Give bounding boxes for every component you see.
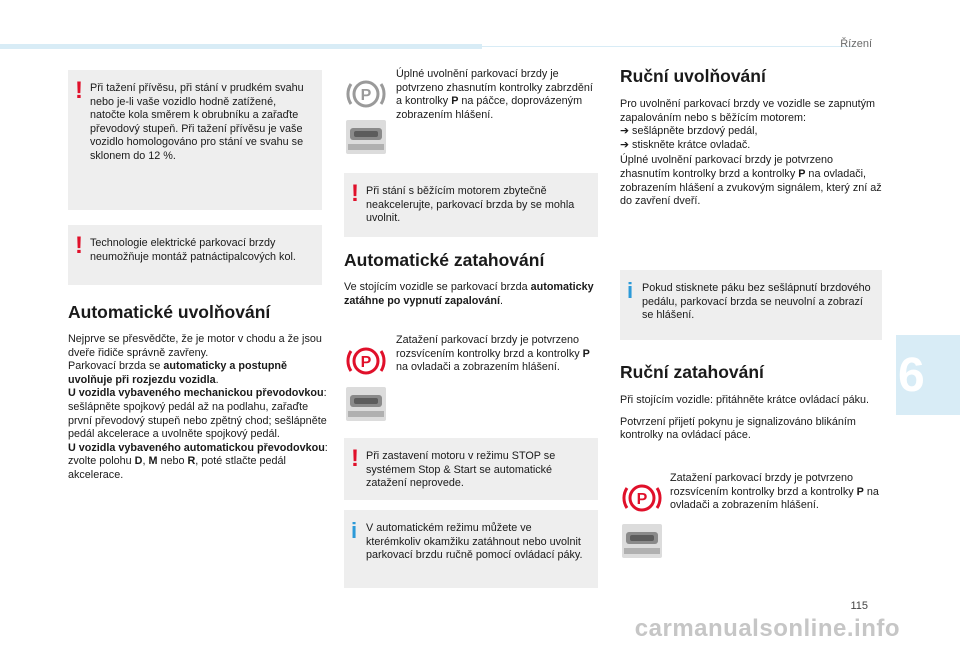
warning-box-wheels xyxy=(68,225,322,285)
svg-text:P: P xyxy=(360,354,372,371)
watermark: carmanualsonline.info xyxy=(634,615,900,642)
warning-icon: ! xyxy=(351,180,359,207)
info-box-brake-pedal xyxy=(620,270,882,340)
info-icon: i xyxy=(351,518,358,543)
paragraph: Potvrzení přijetí pokynu je signalizováno blikáním kontrolky na ovládací páce. xyxy=(620,415,856,442)
warning-icon: ! xyxy=(75,77,83,104)
full-release-text: Úplné uvolnění parkovací brzdy je potvrzeno zhasnutím kontrolky zabrzdění a kontrolky P na páčce, doprovázeným zobrazením hlášení. xyxy=(396,68,593,121)
manual-apply-confirm-text: Zatažení parkovací brzdy je potvrzeno rozsvícením kontrolky brzd a kontrolky P na ovladači a zobrazením hlášení. xyxy=(670,472,879,512)
parking-lever-image xyxy=(344,114,388,160)
paragraph: Úplné uvolnění parkovací brzdy je potvrzeno zhasnutím kontrolky brzd a kontrolky P na ovladači, zobrazením hlášení a zvukovým signálem, který zní až do zavření dveří. xyxy=(620,154,882,208)
warning-text: Při zastavení motoru v režimu STOP se systémem Stop & Start se automatické zatažení neprovede. xyxy=(366,450,556,490)
warning-text: Technologie elektrické parkovací brzdy neumožňuje montáž patnáctipalcových kol. xyxy=(90,237,296,263)
warning-icon: ! xyxy=(75,232,83,259)
bullet-icon: ➔ xyxy=(620,125,633,138)
warning-box-accelerate xyxy=(344,173,598,237)
paragraph: Pro uvolnění parkovací brzdy ve vozidle se zapnutým zapalováním nebo s běžícím motorem: xyxy=(620,98,876,124)
parking-brake-applied-icon xyxy=(622,478,662,518)
svg-text:P: P xyxy=(360,87,372,104)
list-item: ➔ sešlápněte brzdový pedál, xyxy=(620,125,758,138)
parking-brake-released-icon xyxy=(346,74,386,114)
manual-release-body xyxy=(620,98,882,209)
info-text: V automatickém režimu můžete ve kterémkoliv okamžiku zatáhnout nebo uvolnit parkovací brzdu ručně pomocí ovládací páky. xyxy=(366,522,583,562)
paragraph: U vozidla vybaveného automatickou převodovkou: zvolte polohu D, M nebo R, poté stlačte pedál akcelerace. xyxy=(68,441,328,481)
header-rule xyxy=(482,46,854,47)
header-bar xyxy=(0,44,482,49)
parking-lever-image xyxy=(344,381,388,427)
manual-apply-body xyxy=(620,394,882,443)
warning-icon: ! xyxy=(351,445,359,472)
warning-text: Při stání s běžícím motorem zbytečně neakcelerujte, parkovací brzda by se mohla uvolnit. xyxy=(366,185,575,225)
warning-box-towing xyxy=(68,70,322,210)
auto-release-body xyxy=(68,333,328,483)
auto-apply-text: Ve stojícím vozidle se parkovací brzda automaticky zatáhne po vypnutí zapalování. xyxy=(344,281,594,307)
section-heading-manual-release: Ruční uvolňování xyxy=(620,66,766,86)
info-box-manual-override xyxy=(344,510,598,588)
page-number: 115 xyxy=(850,600,868,612)
list-item: ➔ stiskněte krátce ovladač. xyxy=(620,138,751,151)
bullet-icon: ➔ xyxy=(620,138,633,151)
paragraph: Při stojícím vozidle: přitáhněte krátce ovládací páku. xyxy=(620,394,870,406)
info-text: Pokud stisknete páku bez sešlápnutí brzdového pedálu, parkovací brzda se neuvolní a zobrazí se hlášení. xyxy=(642,282,871,322)
paragraph: Parkovací brzda se automaticky a postupně uvolňuje při rozjezdu vozidla. xyxy=(68,360,288,386)
section-heading-manual-apply: Ruční zatahování xyxy=(620,362,764,382)
paragraph: Nejprve se přesvědčte, že je motor v chodu a že jsou dveře řidiče správně zavřeny. xyxy=(68,333,322,359)
svg-text:P: P xyxy=(636,491,648,508)
chapter-title: Řízení xyxy=(840,38,872,50)
paragraph: U vozidla vybaveného mechanickou převodovkou: sešlápněte spojkový pedál až na podlahu, zařaďte první převodový stupeň nebo zpětný chod; sešlápněte pedál akcelerace a uvolněte spojkový pedál. xyxy=(68,387,327,441)
section-heading-auto-apply: Automatické zatahování xyxy=(344,250,545,270)
parking-brake-applied-icon xyxy=(346,341,386,381)
parking-lever-image xyxy=(620,518,664,564)
warning-box-stop-start xyxy=(344,438,598,500)
apply-confirm-text: Zatažení parkovací brzdy je potvrzeno rozsvícením kontrolky brzd a kontrolky P na ovladači a zobrazením hlášení. xyxy=(396,334,590,374)
warning-text: Při tažení přívěsu, při stání v prudkém svahu nebo je-li vaše vozidlo hodně zatížené, natočte kola směrem k obrubníku a zařaďte převodový stupeň. Při tažení přívěsu je vaše vozidlo homologováno pro stání ve svahu se sklonem do 12 %. xyxy=(90,82,304,162)
chapter-tab-number: 6 xyxy=(898,349,925,402)
section-heading-auto-release: Automatické uvolňování xyxy=(68,302,271,322)
info-icon: i xyxy=(627,278,634,303)
